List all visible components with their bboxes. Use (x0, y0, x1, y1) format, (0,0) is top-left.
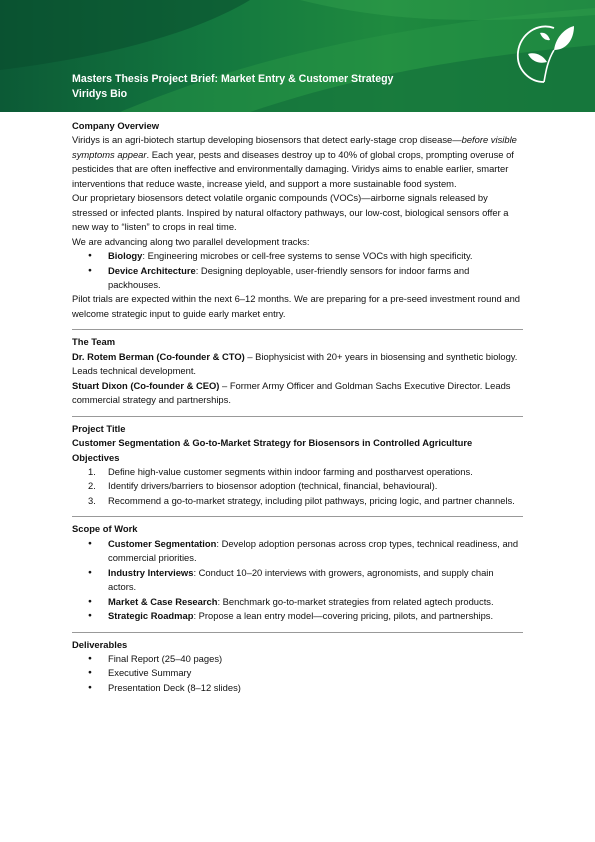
overview-paragraph-2: Our proprietary biosensors detect volatile organic compounds (VOCs)—airborne signals released by stressed or infected plants. Inspired by natural olfactory pathways, our low-cost, biological sensors offer a new way to “listen” to crops in real time. (72, 192, 509, 233)
item-text: Define high-value customer segments within indoor farming and postharvest operations. (108, 465, 473, 477)
sprout-leaf-icon (514, 20, 576, 86)
list-item (72, 494, 523, 508)
project-title: Customer Segmentation & Go-to-Market Strategy for Biosensors in Controlled Agriculture (72, 437, 473, 449)
tracks-list (72, 249, 523, 292)
document-body (72, 119, 523, 695)
deliverables-list (72, 652, 523, 695)
list-item (72, 479, 523, 493)
title-line-2: Viridys Bio (72, 88, 128, 100)
list-item (72, 264, 523, 293)
item-label: Biology (108, 250, 143, 262)
team-member (72, 379, 523, 408)
item-text: : Benchmark go-to-market strategies from related agtech products. (217, 595, 494, 607)
item-label: Strategic Roadmap (108, 610, 194, 622)
list-item (72, 566, 523, 595)
team-member (72, 350, 523, 379)
list-item: ● Final Report (25–40 pages) (72, 652, 523, 666)
member-name: Dr. Rotem Berman (Co-founder & CTO) (72, 350, 245, 362)
scope-list (72, 537, 523, 624)
item-text: : Develop adoption personas across crop types, technical readiness, and commercial priorities. (108, 537, 519, 564)
item-number: 3. (88, 494, 96, 506)
item-label: Market & Case Research (108, 595, 218, 607)
item-text: : Engineering microbes or cell-free systems to sense VOCs with high specificity. (142, 250, 473, 262)
document-title (72, 72, 393, 102)
divider (72, 516, 523, 517)
section-company-overview (72, 119, 523, 321)
member-desc: – Former Army Officer and Goldman Sachs Executive Director. Leads commercial strategy and partnerships. (72, 379, 511, 406)
objectives-heading: Objectives (72, 451, 120, 463)
title-line-1: Masters Thesis Project Brief: Market Entry & Customer Strategy (72, 73, 394, 85)
list-item (72, 595, 523, 609)
list-item (72, 609, 523, 623)
list-item (72, 249, 523, 263)
overview-emphasis: before visible symptoms appear (72, 134, 517, 160)
overview-text: . Each year, pests and diseases destroy up to 40% of global crops, prompting overuse of pesticides that are often ineffective and environmentally damaging. Viridys aims to enable earlier, smarter interventions that reduce waste, increase yield, and support a more sustainable food system. (72, 148, 514, 189)
item-text: : Conduct 10–20 interviews with growers, agronomists, and supply chain actors. (108, 566, 494, 593)
overview-text: Viridys is an agri-biotech startup developing biosensors that detect early-stage crop disease— (72, 134, 462, 146)
member-desc: – Biophysicist with 20+ years in biosensing and synthetic biology. Leads technical development. (72, 350, 518, 377)
section-heading: Company Overview (72, 120, 160, 131)
section-deliverables (72, 638, 523, 696)
section-scope (72, 522, 523, 623)
item-label: Customer Segmentation (108, 537, 217, 549)
item-number: 2. (88, 480, 96, 492)
section-heading: Scope of Work (72, 523, 138, 535)
section-team (72, 335, 523, 407)
item-number: 1. (88, 465, 96, 477)
member-name: Stuart Dixon (Co-founder & CEO) (72, 379, 220, 391)
list-item: ● Executive Summary (72, 666, 523, 680)
overview-paragraph-3: We are advancing along two parallel development tracks: (72, 235, 310, 247)
list-item (72, 537, 523, 566)
list-item (72, 465, 523, 479)
objectives-list (72, 465, 523, 508)
section-heading: Project Title (72, 422, 126, 434)
header-banner (0, 0, 595, 112)
section-heading: The Team (72, 336, 116, 348)
overview-paragraph-4: Pilot trials are expected within the next 6–12 months. We are preparing for a pre-seed investment round and welcome strategic input to guide early market entry. (72, 293, 520, 319)
list-item: ● Presentation Deck (8–12 slides) (72, 681, 523, 695)
overview-paragraph-1 (72, 133, 523, 191)
item-text: Identify drivers/barriers to biosensor adoption (technical, financial, behavioural). (108, 480, 438, 492)
item-text: : Designing deployable, user-friendly sensors for indoor farms and packhouses. (108, 264, 470, 290)
divider (72, 632, 523, 633)
item-label: Industry Interviews (108, 566, 194, 578)
section-project (72, 422, 523, 509)
divider (72, 329, 523, 330)
item-text: : Propose a lean entry model—covering pricing, pilots, and partnerships. (193, 610, 494, 622)
item-label: Device Architecture (108, 264, 196, 276)
item-text: Recommend a go-to-market strategy, including pilot pathways, pricing logic, and partner channels. (108, 494, 515, 506)
section-heading: Deliverables (72, 638, 128, 650)
divider (72, 416, 523, 417)
